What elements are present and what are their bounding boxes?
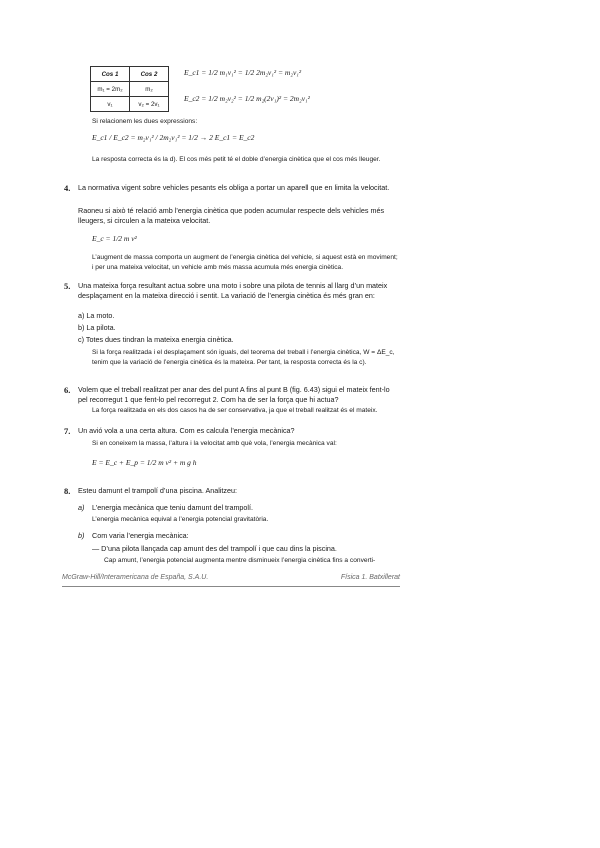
q4-answer: L’augment de massa comporta un augment de l’energia cinètica del vehicle, si aquest està en moviment; i per una mateixa velocitat, un vehicle amb més massa acumula més energia cinètica. [92, 254, 398, 271]
q6-text: Volem que el treball realitzat per anar des del punt A fins al punt B (fig. 6.43) sigui el mateix fent-lo pel recorregut 1 que fent-lo pel recorregut 2. Com ha de ser la força que hi actua? [78, 385, 390, 404]
q8-b-label: b) [78, 531, 85, 540]
q4-text: La normativa vigent sobre vehicles pesants els obliga a portar un aparell que en limita la velocitat. [78, 183, 390, 192]
q8-a-label: a) [78, 503, 85, 512]
q7-equation: E = E_c + E_p = 1/2 m v² + m g h [92, 458, 197, 467]
q7-text: Un avió vola a una certa altura. Com es calcula l’energia mecànica? [78, 426, 295, 435]
q6-answer: La força realitzada en els dos casos ha de ser conservativa, ja que el treball realitzat és el mateix. [92, 407, 378, 414]
q5-answer: Si la força realitzada i el desplaçament són iguals, del teorema del treball i l’energia cinètica, W = ΔE_c, tenim que la variació de l’energia cinètica és la mateixa. Per tant, la resposta correcta és la c). [92, 349, 395, 366]
q8-b-text: Com varia l’energia mecànica: [92, 531, 189, 540]
q8-b-answer: Cap amunt, l’energia potencial augmenta mentre disminueix l’energia cinètica fins a converti- [104, 557, 376, 564]
relate-intro: Si relacionem les dues expressions: [92, 118, 198, 125]
q8-b-dash: — D’una pilota llançada cap amunt des del trampolí i que cau dins la piscina. [92, 544, 337, 553]
q8-a-answer: L’energia mecànica equival a l’energia potencial gravitatòria. [92, 516, 269, 523]
question-number: 7. [64, 426, 71, 436]
question-number: 6. [64, 385, 71, 395]
q4-question: Raoneu si això té relació amb l’energia cinètica que poden acumular respecte dels vehicles més lleugers, si circulen a la mateixa velocitat. [78, 206, 385, 225]
table-cell: v₁ [91, 97, 130, 112]
q5-text: Una mateixa força resultant actua sobre una moto i sobre una pilota de tennis al llarg d’un mateix desplaçament en la mateixa direcció i sentit. La variació de l’energia cinètica és més gran en: [78, 281, 388, 300]
q8-text: Esteu damunt el trampolí d’una piscina. Analitzeu: [78, 486, 238, 495]
q5-option-a: a) La moto. [78, 311, 115, 320]
equation-ec2: E_c2 = 1/2 m₂v₂² = 1/2 m₂(2v₁)² = 2m₂v₁² [184, 94, 310, 103]
footer-divider [62, 586, 400, 587]
q8-a-text: L’energia mecànica que teniu damunt del trampolí. [92, 503, 254, 512]
question-number: 5. [64, 281, 71, 291]
q5-option-c: c) Totes dues tindran la mateixa energia cinètica. [78, 335, 234, 344]
question-number: 4. [64, 183, 71, 193]
footer-publisher: McGraw-Hill/Interamericana de España, S.A.U. [62, 574, 209, 581]
question-number: 8. [64, 486, 71, 496]
table-header: Cos 2 [130, 67, 169, 82]
table-header: Cos 1 [91, 67, 130, 82]
q4-equation: E_c = 1/2 m v² [92, 234, 137, 243]
equation-ec1: E_c1 = 1/2 m₁v₁² = 1/2 2m₂v₁² = m₂v₁² [184, 68, 302, 77]
comparison-table [90, 66, 169, 112]
table-cell: m₂ [130, 82, 169, 97]
table-cell: m₁ = 2m₂ [91, 82, 130, 97]
table-cell: v₂ = 2v₁ [130, 97, 169, 112]
q7-answer: Si en coneixem la massa, l’altura i la velocitat amb què vola, l’energia mecànica val: [92, 440, 337, 447]
relate-equation: E_c1 / E_c2 = m₂v₁² / 2m₂v₁² = 1/2 → 2 E_c1 = E_c2 [92, 133, 255, 142]
q3-answer: La resposta correcta és la d). El cos més petit té el doble d’energia cinètica que el cos més lleuger. [92, 156, 381, 163]
footer-book-title: Física 1. Batxillerat [340, 574, 400, 581]
q5-option-b: b) La pilota. [78, 323, 116, 332]
